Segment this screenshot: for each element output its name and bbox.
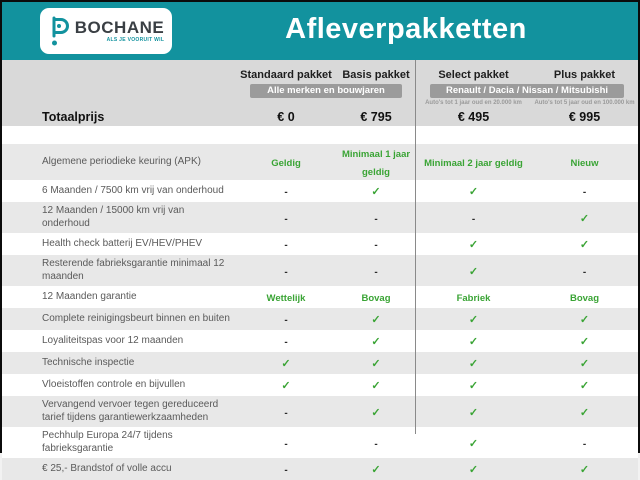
check-icon: ✓ xyxy=(579,406,590,419)
dash-mark: - xyxy=(284,465,288,476)
value-text xyxy=(236,288,336,306)
table-row xyxy=(2,202,638,233)
check-icon: ✓ xyxy=(281,380,291,392)
price-select: € 495 xyxy=(457,109,490,124)
check-icon: ✓ xyxy=(468,358,479,370)
dash-mark: - xyxy=(284,438,288,450)
table-header xyxy=(2,60,638,126)
check-icon: ✓ xyxy=(468,380,479,392)
dash-mark xyxy=(236,262,336,280)
check-icon xyxy=(336,376,416,394)
check-icon xyxy=(531,376,638,394)
check-icon xyxy=(236,354,336,372)
check-icon: ✓ xyxy=(468,336,479,348)
check-icon: ✓ xyxy=(371,464,381,476)
value-text: Fabriek xyxy=(456,293,491,304)
check-icon: ✓ xyxy=(579,358,590,370)
table-row xyxy=(2,308,638,330)
dash-mark xyxy=(236,434,336,452)
dash-mark xyxy=(531,262,638,280)
check-icon: ✓ xyxy=(579,239,590,251)
check-icon: ✓ xyxy=(468,437,479,450)
check-icon xyxy=(531,460,638,478)
row-label: Technische inspectie xyxy=(42,356,135,368)
table-row xyxy=(2,144,638,180)
check-icon xyxy=(336,403,416,421)
table-row xyxy=(2,330,638,352)
dash-mark xyxy=(336,235,416,253)
dash-mark: - xyxy=(374,266,378,278)
dash-mark xyxy=(336,434,416,452)
dash-mark: - xyxy=(284,240,288,251)
dash-mark: - xyxy=(374,213,378,225)
check-icon xyxy=(416,262,531,280)
row-label: Health check batterij EV/HEV/PHEV xyxy=(42,237,203,249)
check-icon: ✓ xyxy=(371,406,381,419)
value-text: Minimaal 2 jaar geldig xyxy=(424,158,523,169)
row-label: Vloeistoffen controle en bijvullen xyxy=(42,378,186,390)
row-label: Vervangend vervoer tegen gereduceerd tarief tijdens garantiewerkzaamheden xyxy=(42,399,219,423)
check-icon: ✓ xyxy=(281,358,291,370)
row-label: Loyaliteitspas voor 12 maanden xyxy=(42,334,184,346)
dash-mark xyxy=(236,460,336,478)
check-icon xyxy=(416,434,531,452)
dash-mark xyxy=(236,235,336,253)
dash-mark xyxy=(336,209,416,227)
badge-merken-select-plus: Renault / Dacia / Nissan / Mitsubishi xyxy=(430,84,624,98)
subtext-select: Auto's tot 1 jaar oud en 20.000 km xyxy=(425,100,522,106)
brand-name: BOCHANE xyxy=(74,18,165,37)
price-basis: € 795 xyxy=(360,109,392,124)
top-banner xyxy=(2,2,638,60)
check-icon xyxy=(531,209,638,227)
value-text: Bovag xyxy=(569,293,600,304)
page-title: Afleverpakketten xyxy=(285,13,527,45)
dash-mark xyxy=(416,209,531,227)
total-price-label: Totaalprijs xyxy=(42,109,105,124)
value-text xyxy=(236,153,336,171)
check-icon xyxy=(531,332,638,350)
check-icon: ✓ xyxy=(371,186,381,198)
check-icon xyxy=(336,354,416,372)
badge-alle-merken: Alle merken en bouwjaren xyxy=(250,84,402,98)
check-icon xyxy=(236,376,336,394)
row-label: 12 Maanden / 15000 km vrij van onderhoud xyxy=(42,205,185,229)
feature-rows xyxy=(2,144,638,480)
price-plus: € 995 xyxy=(568,109,601,124)
dash-mark: - xyxy=(374,240,378,251)
check-icon: ✓ xyxy=(468,239,479,251)
check-icon xyxy=(531,354,638,372)
row-label: Complete reinigingsbeurt binnen en buiten xyxy=(42,312,230,324)
column-header-select: Select pakket xyxy=(438,69,509,81)
dash-mark xyxy=(236,310,336,328)
dash-mark xyxy=(531,182,638,200)
check-icon: ✓ xyxy=(579,380,590,392)
dash-mark: - xyxy=(284,187,288,198)
value-text xyxy=(531,153,638,171)
check-icon: ✓ xyxy=(371,314,381,326)
check-icon xyxy=(336,182,416,200)
check-icon xyxy=(416,460,531,478)
check-icon xyxy=(336,460,416,478)
dash-mark: - xyxy=(284,407,288,419)
check-icon: ✓ xyxy=(468,314,479,326)
value-text xyxy=(416,153,531,171)
check-icon: ✓ xyxy=(371,336,381,348)
dash-mark: - xyxy=(582,187,587,198)
dash-mark: - xyxy=(374,438,378,450)
check-icon: ✓ xyxy=(468,406,479,419)
dash-mark: - xyxy=(582,266,587,278)
check-icon xyxy=(531,310,638,328)
check-icon xyxy=(416,235,531,253)
brand-tagline: ALS JE VOORUIT WIL xyxy=(106,37,165,43)
bochane-logo-icon xyxy=(48,15,70,47)
value-text: Nieuw xyxy=(570,158,599,169)
dash-mark: - xyxy=(471,213,476,225)
bochane-logo xyxy=(40,8,172,54)
table-row xyxy=(2,427,638,458)
column-header-plus: Plus pakket xyxy=(553,69,616,81)
check-icon xyxy=(416,332,531,350)
column-header-standaard: Standaard pakket xyxy=(240,69,332,81)
table-row xyxy=(2,180,638,202)
value-text: Minimaal 1 jaar geldig xyxy=(341,149,411,178)
check-icon xyxy=(336,310,416,328)
row-label: € 25,- Brandstof of volle accu xyxy=(42,462,172,474)
subtext-plus: Auto's tot 5 jaar oud en 100.000 km xyxy=(534,100,635,106)
check-icon xyxy=(336,332,416,350)
check-icon: ✓ xyxy=(468,464,479,476)
table-row xyxy=(2,374,638,396)
check-icon xyxy=(416,403,531,421)
check-icon: ✓ xyxy=(371,380,381,392)
dash-mark xyxy=(236,332,336,350)
check-icon: ✓ xyxy=(579,464,590,476)
check-icon: ✓ xyxy=(579,336,590,348)
table-row xyxy=(2,396,638,427)
value-text xyxy=(336,288,416,306)
table-row xyxy=(2,233,638,255)
logo-text xyxy=(75,19,164,43)
row-label: 12 Maanden garantie xyxy=(42,290,137,302)
check-icon: ✓ xyxy=(371,358,381,370)
check-icon xyxy=(531,403,638,421)
column-header-basis: Basis pakket xyxy=(342,69,410,81)
row-label: 6 Maanden / 7500 km vrij van onderhoud xyxy=(42,184,224,196)
table-row xyxy=(2,458,638,480)
check-icon: ✓ xyxy=(468,265,479,278)
check-icon: ✓ xyxy=(468,186,479,198)
dash-mark xyxy=(236,403,336,421)
dash-mark: - xyxy=(284,213,288,225)
table-row xyxy=(2,352,638,374)
row-label: Pechhulp Europa 24/7 tijdens fabrieksgarantie xyxy=(42,430,173,454)
dash-mark xyxy=(336,262,416,280)
check-icon: ✓ xyxy=(579,314,590,326)
table-row xyxy=(2,255,638,286)
check-icon xyxy=(416,354,531,372)
row-label: Resterende fabrieksgarantie minimaal 12 maanden xyxy=(42,258,225,282)
check-icon xyxy=(416,310,531,328)
dash-mark: - xyxy=(284,315,288,326)
table-row xyxy=(2,286,638,308)
group-divider xyxy=(415,60,416,434)
value-text: Wettelijk xyxy=(266,293,306,304)
check-icon xyxy=(416,182,531,200)
value-text: Bovag xyxy=(361,293,391,304)
dash-mark xyxy=(236,209,336,227)
dash-mark xyxy=(236,182,336,200)
dash-mark: - xyxy=(284,337,288,348)
row-label: Algemene periodieke keuring (APK) xyxy=(42,155,201,167)
value-text xyxy=(336,144,416,180)
check-icon xyxy=(531,235,638,253)
dash-mark: - xyxy=(284,266,288,278)
value-text: Geldig xyxy=(271,158,301,169)
check-icon: ✓ xyxy=(579,212,590,225)
dash-mark xyxy=(531,434,638,452)
dash-mark: - xyxy=(582,438,587,450)
value-text xyxy=(531,288,638,306)
price-standaard: € 0 xyxy=(277,109,295,124)
check-icon xyxy=(416,376,531,394)
value-text xyxy=(416,288,531,306)
